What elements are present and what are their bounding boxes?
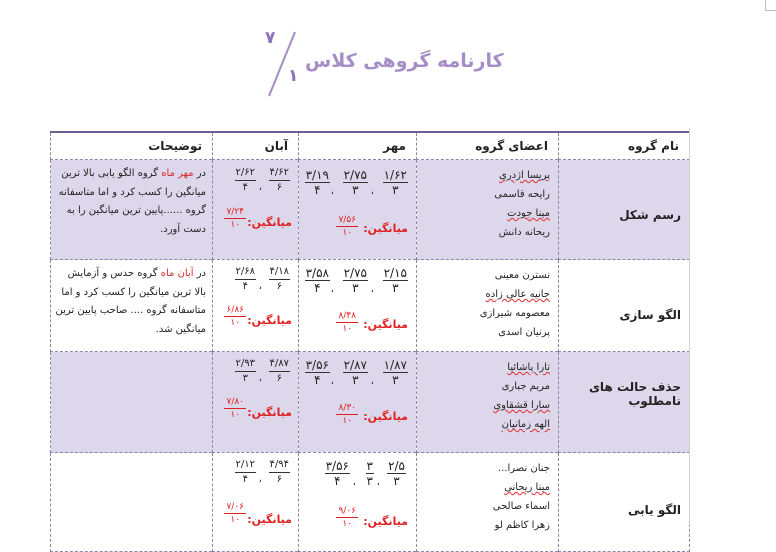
grade-fraction: ۲/۷۵ ۳ <box>343 168 367 197</box>
grade-fraction: ۲/۵ ۳ <box>388 459 405 488</box>
group-name-cell <box>559 453 690 552</box>
members-cell <box>417 352 559 453</box>
average-fraction: ۸/۴۸ ۱۰ <box>338 311 356 334</box>
header-mehr: مهر <box>299 132 417 160</box>
grade-fraction: ۲/۹۳ ۳ <box>235 358 255 384</box>
average-fraction: ۷/۵۶ ۱۰ <box>338 215 356 238</box>
grade-numerator: ۷ <box>265 28 276 48</box>
average-fraction: ۹/۰۶ ۱۰ <box>338 506 356 529</box>
average-label: میانگین: <box>363 318 408 331</box>
aban-grade-cell <box>213 160 299 260</box>
grade-fraction: ۲/۶۲ ۴ <box>235 167 255 193</box>
fraction-separator: ، <box>330 284 334 295</box>
notes-cell <box>51 260 213 352</box>
notes-cell <box>51 453 213 552</box>
average-label: میانگین: <box>363 222 408 235</box>
average-label: میانگین: <box>363 515 408 528</box>
grade-fraction: ۱/۸۷ ۳ <box>383 358 407 387</box>
notes-highlight: مهر ماه <box>161 168 194 179</box>
fraction-separator: ، <box>370 376 374 387</box>
grade-fraction: ۴/۹۴ ۶ <box>269 459 289 485</box>
aban-grade-cell <box>213 260 299 352</box>
notes-highlight: آبان ماه <box>160 268 194 279</box>
grade-fraction: ۱/۶۲ ۳ <box>383 168 407 197</box>
fraction-separator: ، <box>370 284 374 295</box>
members-cell <box>417 260 559 352</box>
header-row <box>51 132 690 160</box>
average-fraction: ۶/۸۶ ۱۰ <box>226 305 244 328</box>
members-cell <box>417 160 559 260</box>
grade-fraction: ۳ ۳ <box>366 459 373 488</box>
grade-denominator: ۱ <box>288 66 299 86</box>
grade-fraction: ۳/۵۶ ۴ <box>305 358 329 387</box>
grade-fraction: ۴/۱۸ ۶ <box>269 266 289 292</box>
mehr-grade-cell <box>299 453 417 552</box>
average-label: میانگین: <box>247 406 292 419</box>
header-aban: آبان <box>213 132 299 160</box>
grade-fraction: ۳/۱۹ ۴ <box>305 168 329 197</box>
member-name: اسماء صالحی <box>492 501 550 512</box>
member-name: مینا جودت <box>507 208 550 219</box>
fraction-separator: ، <box>258 474 262 485</box>
member-name: جنان نصرا... <box>497 463 550 474</box>
grade-fraction: ۲/۶۸ ۴ <box>235 266 255 292</box>
member-name: مریم جباری <box>501 381 550 392</box>
grade-fraction: ۴/۶۲ ۶ <box>269 167 289 193</box>
page-title: کارنامه گروهی کلاس <box>305 50 504 72</box>
member-name: پرنیان اسدی <box>498 327 550 338</box>
aban-grade-cell <box>213 453 299 552</box>
notes-text: گروه الگو یابی بالا ترین میانگین را کسب کرد و اما متاسفانه گروه ......پایین ترین میانگین را به دست آورد. <box>58 168 206 235</box>
group-name-cell <box>559 352 690 453</box>
members-cell <box>417 453 559 552</box>
notes-text: در <box>193 168 206 179</box>
average-label: میانگین: <box>363 410 408 423</box>
header-notes: توضیحات <box>51 132 213 160</box>
fraction-separator: ، <box>258 281 262 292</box>
grade-fraction: ۳/۵۶ ۴ <box>325 459 349 488</box>
mehr-grade-cell <box>299 352 417 453</box>
group-report-table <box>50 131 690 552</box>
aban-grade-cell <box>213 352 299 453</box>
grade-fraction: ۴/۸۷ ۶ <box>269 358 289 384</box>
title-block <box>255 26 515 96</box>
member-name: الهه زمانیان <box>501 419 550 430</box>
member-name: نسترن معینی <box>494 270 550 281</box>
page-corner-mark <box>765 0 776 11</box>
group-name: الگو سازی <box>619 308 681 322</box>
table-row <box>51 160 690 260</box>
member-name: سارا قشقاوی <box>493 400 550 411</box>
page-margin-line <box>689 128 690 525</box>
table-row <box>51 352 690 453</box>
average-label: میانگین: <box>247 513 292 526</box>
member-name: تارا پاشائیا <box>507 362 550 373</box>
notes-text: گروه حدس و آزمایش بالا ترین میانگین را کسب کرد و اما متاسفانه گروه .... صاحب پایین ترین میانگین شد. <box>55 268 206 335</box>
member-name: معصومه شیرازی <box>479 308 550 319</box>
grade-fraction: ۲/۱۲ ۴ <box>235 459 255 485</box>
fraction-separator: ، <box>330 186 334 197</box>
header-group-name: نام گروه <box>559 132 690 160</box>
grade-fraction: ۳/۵۸ ۴ <box>305 266 329 295</box>
grade-fraction: ۲/۷۵ ۳ <box>343 266 367 295</box>
average-label: میانگین: <box>247 314 292 327</box>
group-name: حذف حالت های نامطلوب <box>588 380 681 408</box>
member-name: پریسا اژدری <box>499 170 550 181</box>
average-fraction: ۷/۰۶ ۱۰ <box>226 502 244 525</box>
mehr-grade-cell <box>299 160 417 260</box>
group-name-cell <box>559 160 690 260</box>
table-row <box>51 453 690 552</box>
header-members: اعضای گروه <box>417 132 559 160</box>
fraction-separator: ، <box>258 373 262 384</box>
average-label: میانگین: <box>247 216 292 229</box>
fraction-separator: ، <box>330 376 334 387</box>
grade-fraction: ۲/۸۷ ۳ <box>343 358 367 387</box>
table-row <box>51 260 690 352</box>
average-fraction: ۷/۸۰ ۱۰ <box>226 397 244 420</box>
notes-cell <box>51 160 213 260</box>
notes-text: در <box>193 268 206 279</box>
average-fraction: ۸/۳۰ ۱۰ <box>338 403 356 426</box>
group-name: الگو یابی <box>628 503 681 517</box>
mehr-grade-cell <box>299 260 417 352</box>
member-name: رایحه قاسمی <box>494 189 550 200</box>
fraction-separator: ، <box>370 186 374 197</box>
member-name: ریحانه دانش <box>498 227 550 238</box>
grade-fraction: ۲/۱۵ ۳ <box>383 266 407 295</box>
fraction-separator: ، <box>352 477 356 488</box>
group-name: رسم شکل <box>619 208 681 222</box>
average-fraction: ۷/۲۴ ۱۰ <box>226 207 244 230</box>
fraction-separator: ، <box>258 182 262 193</box>
notes-cell <box>51 352 213 453</box>
member-name: زهرا کاظم لو <box>494 520 550 531</box>
fraction-separator: ، <box>376 477 380 488</box>
member-name: جانیه عالی زاده <box>485 289 550 300</box>
member-name: مینا ریحانی <box>504 482 550 493</box>
group-name-cell <box>559 260 690 352</box>
